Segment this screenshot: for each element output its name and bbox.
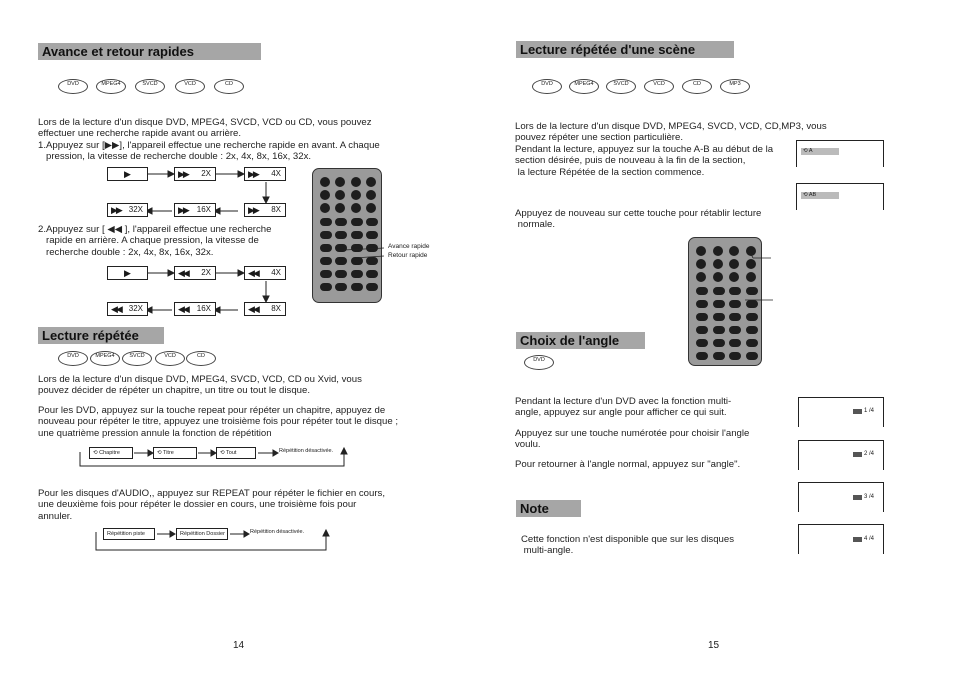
- disc-badge: DVD: [524, 355, 554, 370]
- remote-button: [713, 300, 725, 308]
- disc-badge: SVCD: [135, 79, 165, 94]
- speed-box: ◀◀ 32X: [107, 302, 148, 316]
- angle-screen-4: [798, 524, 884, 554]
- paragraph: Pendant la lecture d'un DVD avec la fonction multi- angle, appuyez sur angle pour afficher ce qui suit.: [515, 396, 732, 419]
- speed-box: ◀◀ 2X: [174, 266, 216, 280]
- camera-icon: [853, 537, 862, 542]
- camera-icon: [853, 452, 862, 457]
- remote-button: [696, 313, 708, 321]
- remote-button: [713, 287, 725, 295]
- section-title-angle: Choix de l'angle: [516, 332, 645, 349]
- remote-button: [729, 352, 741, 360]
- remote-button: [320, 190, 330, 200]
- label-fast-forward: Avance rapide: [388, 243, 430, 250]
- remote-button: [320, 218, 332, 226]
- repeat-dvd-arrows: [78, 444, 348, 468]
- remote-button: [696, 352, 708, 360]
- disc-badge: CD: [682, 79, 712, 94]
- remote-button: [335, 203, 345, 213]
- screen-frame-a: [796, 140, 884, 167]
- remote-button: [729, 300, 741, 308]
- remote-button: [746, 339, 758, 347]
- remote-button: [696, 272, 706, 282]
- remote-button: [729, 272, 739, 282]
- remote-button: [696, 300, 708, 308]
- angle-indicator: 3 /4: [864, 494, 875, 500]
- speed-box: ◀◀ 16X: [174, 302, 216, 316]
- speed-box: ▶▶ 16X: [174, 203, 216, 217]
- remote-button: [366, 218, 378, 226]
- remote-button: [320, 283, 332, 291]
- disc-badge: VCD: [155, 351, 185, 366]
- remote-button: [351, 190, 361, 200]
- section-title-note: Note: [516, 500, 581, 517]
- disc-badge: DVD: [58, 351, 88, 366]
- remote-button: [746, 326, 758, 334]
- remote-button: [713, 352, 725, 360]
- disc-badge: CD: [214, 79, 244, 94]
- remote-button: [335, 283, 347, 291]
- disc-badge: VCD: [175, 79, 205, 94]
- camera-icon: [853, 409, 862, 414]
- remote-button: [713, 326, 725, 334]
- paragraph: Lors de la lecture d'un disque DVD, MPEG4, SVCD, VCD ou CD, vous pouvez effectuer une recherche rapide avant ou arrière. 1.Appuyez sur [▶▶], l'appareil effectue une recherche rapide en avant. A chaque pression, la vitesse de recherche double : 2x, 4x, 8x, 16x, 32x.: [38, 117, 380, 163]
- remote-button: [713, 313, 725, 321]
- repeat-off-audio-label: Répétition désactivée.: [250, 529, 305, 535]
- remote-button: [351, 177, 361, 187]
- paragraph: Cette fonction n'est disponible que sur les disques multi-angle.: [521, 534, 735, 557]
- repeat-track-box: Répétition piste: [103, 528, 155, 540]
- repeat-chapter-box: ⟲ Chapitre: [89, 447, 133, 459]
- remote-button: [351, 270, 363, 278]
- angle-screen-3: [798, 482, 884, 512]
- remote-button: [366, 283, 378, 291]
- remote-button: [335, 218, 347, 226]
- disc-badge: DVD: [532, 79, 562, 94]
- repeat-off-label: Répétition désactivée.: [279, 448, 334, 454]
- remote-button: [320, 244, 332, 252]
- disc-badge: VCD: [644, 79, 674, 94]
- section-title-ab-repeat: Lecture répétée d'une scène: [516, 41, 734, 58]
- remote-button: [335, 270, 347, 278]
- remote-button: [729, 326, 741, 334]
- disc-badge: CD: [186, 351, 216, 366]
- page-number: 15: [708, 640, 720, 651]
- remote-button: [351, 218, 363, 226]
- remote-button: [713, 272, 723, 282]
- remote-button: [366, 177, 376, 187]
- page-number: 14: [233, 640, 245, 651]
- remote-button: [335, 177, 345, 187]
- paragraph: Pour retourner à l'angle normal, appuyez sur "angle".: [515, 459, 741, 470]
- remote-button: [746, 352, 758, 360]
- paragraph: Pour les DVD, appuyez sur la touche repeat pour répéter un chapitre, appuyez de nouveau pour répéter le titre, appuyez une troisième fois pour répéter tout le disque ; une quatrième pression annule la fonction de répétition: [38, 405, 398, 439]
- osd-ab-indicator: ⟲ AB: [801, 192, 839, 199]
- remote-button: [320, 257, 332, 265]
- camera-icon: [853, 495, 862, 500]
- disc-badge: MP3: [720, 79, 750, 94]
- remote-button: [366, 190, 376, 200]
- remote-button: [696, 339, 708, 347]
- remote-button: [320, 231, 332, 239]
- remote-button: [335, 190, 345, 200]
- remote-button: [351, 283, 363, 291]
- remote-button: [729, 313, 741, 321]
- play-box: ▶: [107, 266, 148, 280]
- angle-indicator: 2 /4: [864, 451, 875, 457]
- repeat-audio-arrows: [94, 524, 334, 552]
- angle-screen-2: [798, 440, 884, 470]
- remote-button: [713, 259, 723, 269]
- paragraph: 2.Appuyez sur [ ◀◀ ], l'appareil effectue une recherche rapide en arrière. A chaque pression, la vitesse de recherche double : 2x, 4x, 8x, 16x, 32x.: [38, 224, 272, 258]
- disc-badge: MPEG4: [90, 351, 120, 366]
- osd-ab-indicator: ⟲ A: [801, 148, 839, 155]
- speed-box: ▶▶ 4X: [244, 167, 286, 181]
- remote-button: [320, 203, 330, 213]
- paragraph: Appuyez sur une touche numérotée pour choisir l'angle voulu.: [515, 428, 750, 451]
- speed-box: ▶▶ 32X: [107, 203, 148, 217]
- remote-callout-lines: [745, 240, 785, 310]
- screen-frame-ab: [796, 183, 884, 210]
- remote-button: [696, 287, 708, 295]
- remote-button: [366, 203, 376, 213]
- remote-button: [696, 246, 706, 256]
- remote-button: [366, 270, 378, 278]
- speed-box: ◀◀ 4X: [244, 266, 286, 280]
- remote-callout-lines: [340, 236, 390, 266]
- paragraph: Appuyez de nouveau sur cette touche pour rétablir lecture normale.: [515, 208, 762, 231]
- disc-badge: SVCD: [606, 79, 636, 94]
- remote-button: [746, 313, 758, 321]
- speed-box: ◀◀ 8X: [244, 302, 286, 316]
- disc-badge: SVCD: [122, 351, 152, 366]
- remote-button: [696, 326, 708, 334]
- remote-button: [729, 287, 741, 295]
- repeat-folder-box: Répétition Dossier: [176, 528, 228, 540]
- repeat-all-box: ⟲ Tout: [216, 447, 256, 459]
- paragraph: Pour les disques d'AUDIO,, appuyez sur REPEAT pour répéter le fichier en cours, une deuxième fois pour répéter le dossier en cours, une troisième fois pour annuler.: [38, 488, 386, 522]
- angle-screen-1: [798, 397, 884, 427]
- repeat-title-box: ⟲ Titre: [153, 447, 197, 459]
- remote-button: [729, 259, 739, 269]
- paragraph: Lors de la lecture d'un disque DVD, MPEG4, SVCD, VCD, CD,MP3, vous pouvez répéter une section particulière. Pendant la lecture, appuyez sur la touche A-B au début de la section désirée, puis de nouveau à la fin de la section, la lecture Répétée de la section commence.: [515, 121, 827, 178]
- remote-button: [729, 246, 739, 256]
- remote-button: [713, 339, 725, 347]
- remote-button: [696, 259, 706, 269]
- angle-indicator: 4 /4: [864, 536, 875, 542]
- remote-button: [320, 270, 332, 278]
- speed-box: ▶▶ 8X: [244, 203, 286, 217]
- section-title-fast-search: Avance et retour rapides: [38, 43, 261, 60]
- speed-box: ▶▶ 2X: [174, 167, 216, 181]
- paragraph: Lors de la lecture d'un disque DVD, MPEG4, SVCD, VCD, CD ou Xvid, vous pouvez décider de répéter un chapitre, un titre ou tout le disque.: [38, 374, 362, 397]
- remote-button: [320, 177, 330, 187]
- remote-button: [713, 246, 723, 256]
- section-title-repeat: Lecture répétée: [38, 327, 164, 344]
- disc-badge: MPEG4: [96, 79, 126, 94]
- play-box: ▶: [107, 167, 148, 181]
- remote-button: [729, 339, 741, 347]
- remote-button: [351, 203, 361, 213]
- disc-badge: DVD: [58, 79, 88, 94]
- label-fast-rewind: Retour rapide: [388, 252, 428, 259]
- disc-badge: MPEG4: [569, 79, 599, 94]
- angle-indicator: 1 /4: [864, 408, 875, 414]
